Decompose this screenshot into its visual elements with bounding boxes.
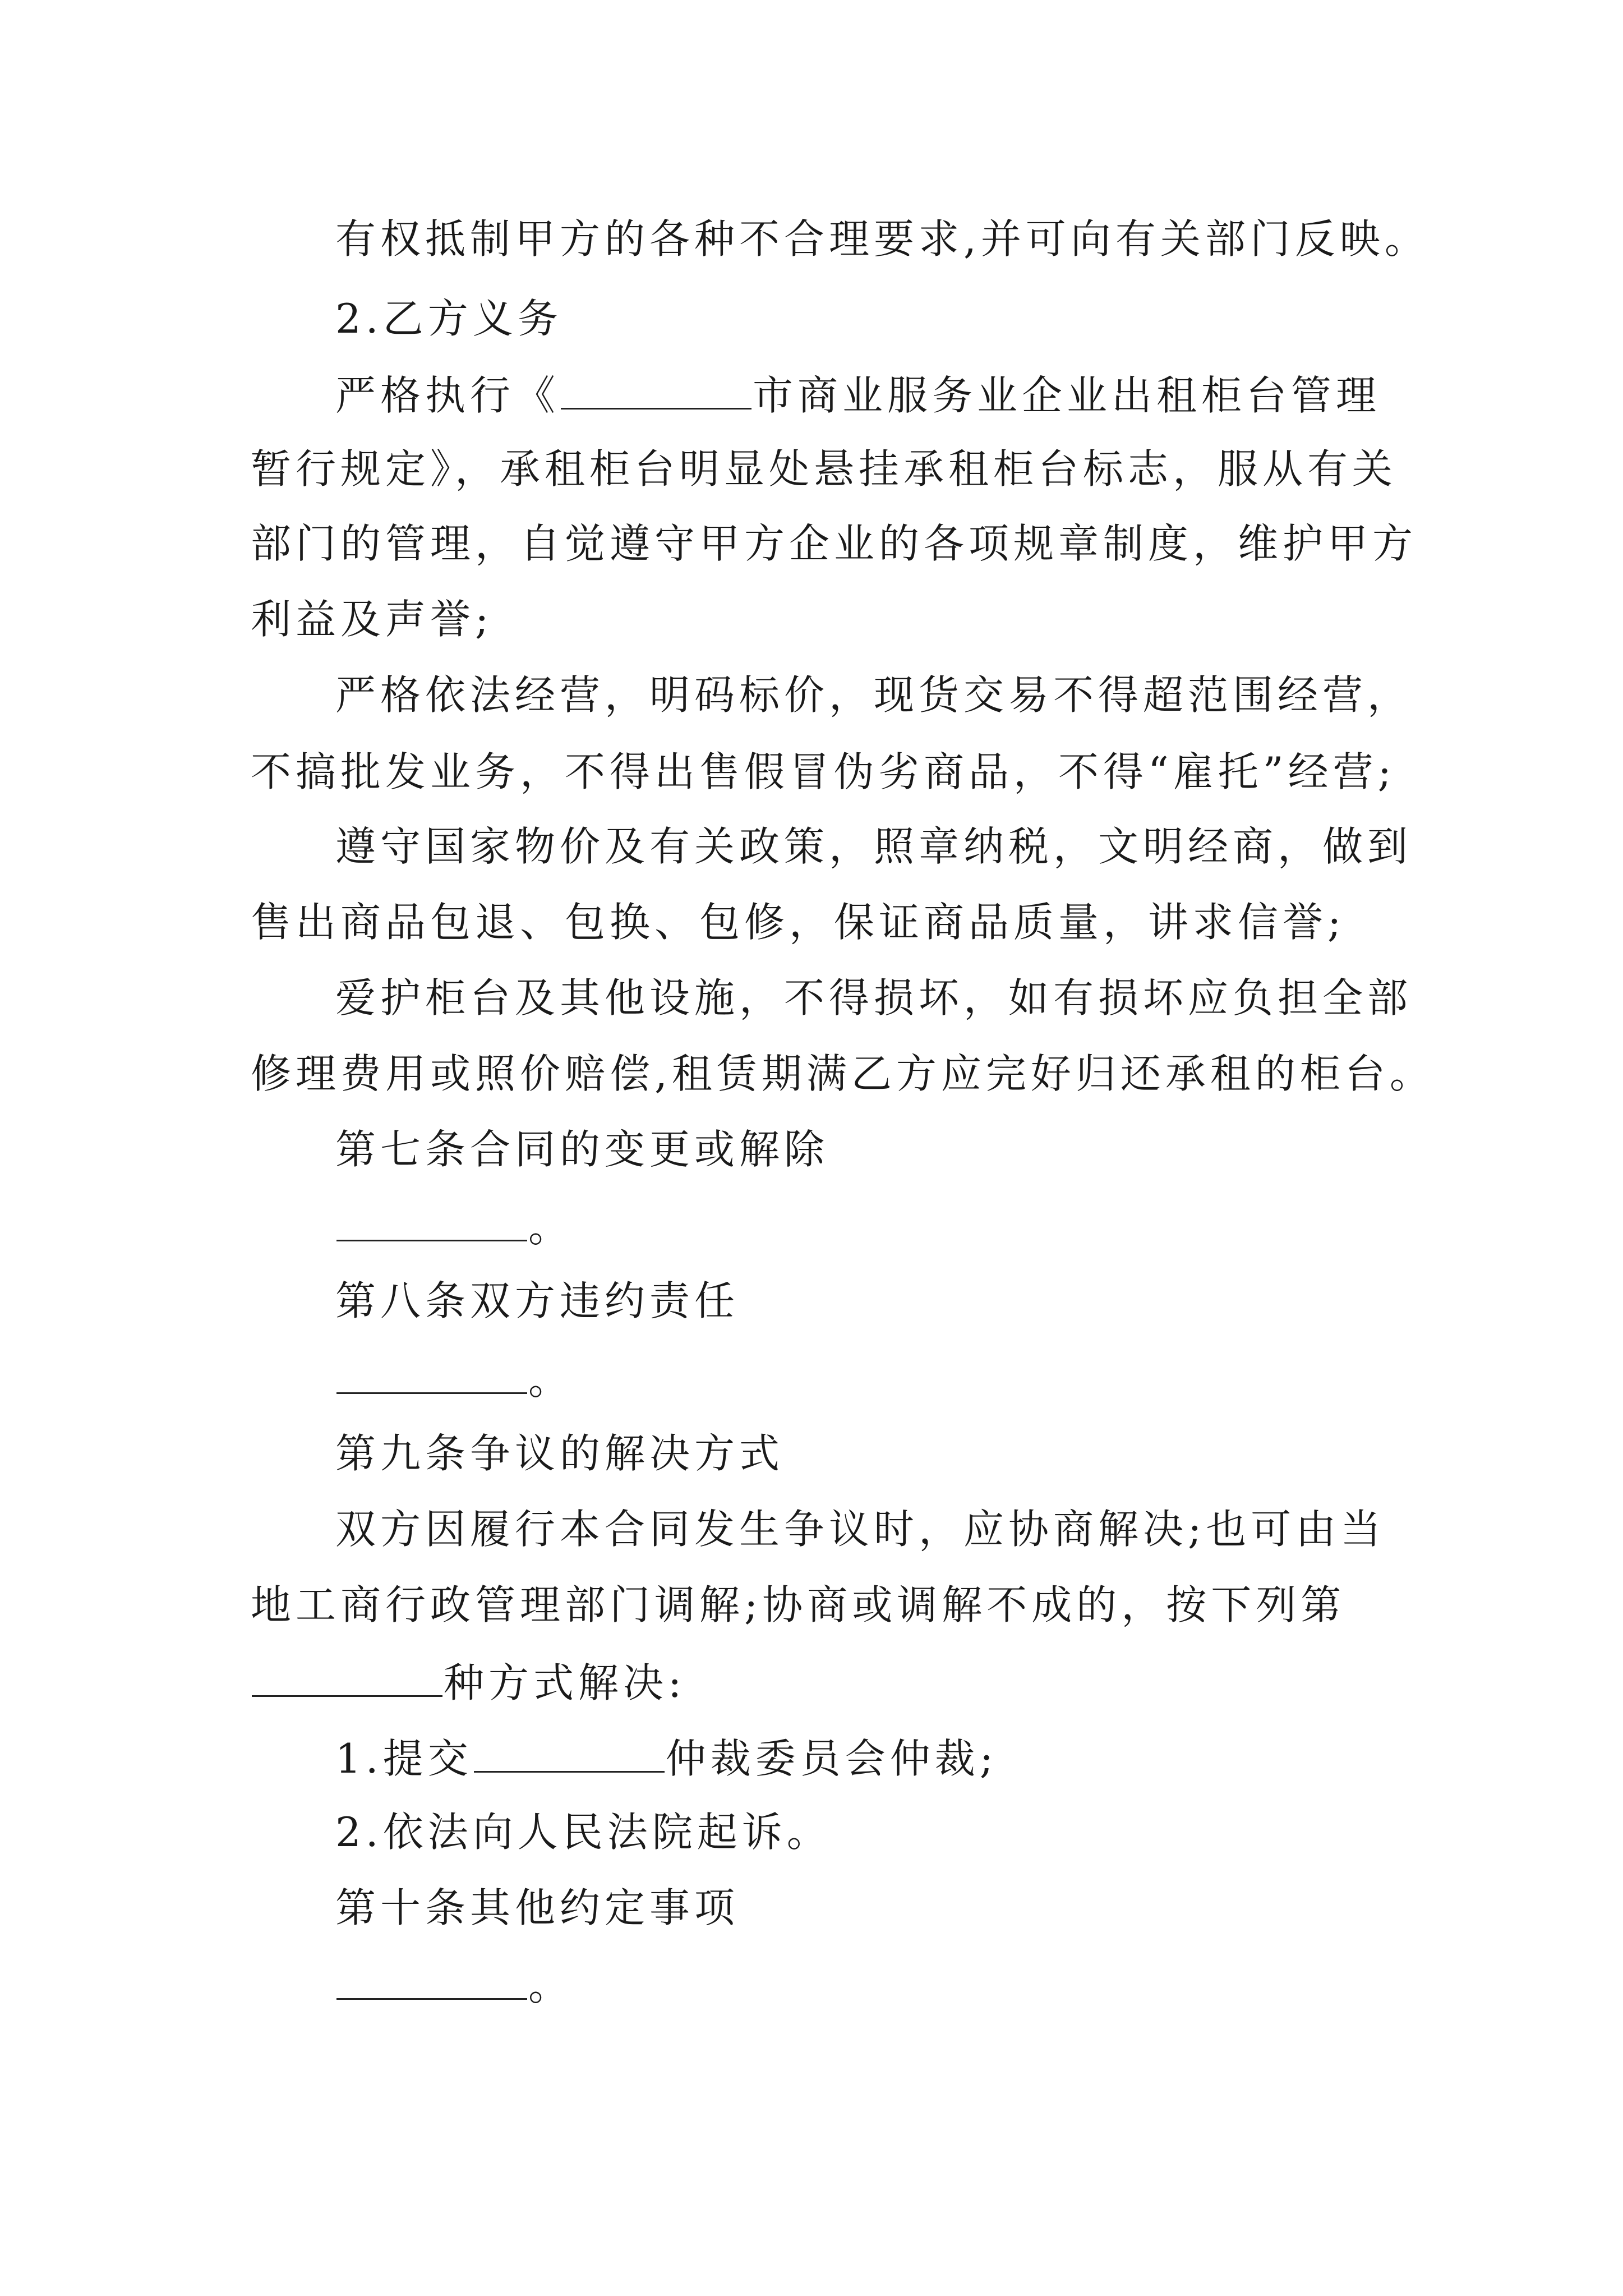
paragraph-line: 。 — [335, 1358, 573, 1400]
paragraph-line: 地工商行政管理部门调解;协商或调解不成的，按下列第 — [251, 1581, 1346, 1628]
fill-in-blank[interactable] — [252, 1660, 442, 1697]
article-heading: 第九条争议的解决方式 — [335, 1430, 785, 1477]
paragraph-line: 。 — [335, 1963, 573, 2006]
paragraph-line: 部门的管理，自觉遵守甲方企业的各项规章制度，维护甲方 — [251, 520, 1418, 567]
fill-in-blank[interactable] — [336, 1358, 527, 1394]
paragraph-line: 利益及声誉; — [251, 596, 494, 643]
section-heading: 2.乙方义务 — [335, 295, 562, 342]
article-heading: 第七条合同的变更或解除 — [335, 1126, 829, 1173]
fill-in-blank[interactable] — [474, 1736, 665, 1773]
paragraph-line: 售出商品包退、包换、包修，保证商品质量，讲求信誉; — [251, 899, 1346, 946]
paragraph-line: 有权抵制甲方的各种不合理要求,并可向有关部门反映。 — [335, 215, 1430, 263]
paragraph-line: 不搞批发业务，不得出售假冒伪劣商品，不得“雇托”经营; — [251, 748, 1396, 795]
paragraph-line: 种方式解决: — [251, 1660, 686, 1703]
paragraph-line: 。 — [335, 1205, 573, 1248]
fill-in-blank[interactable] — [336, 1963, 527, 2000]
paragraph-line: 爱护柜台及其他设施，不得损坏，如有损坏应负担全部 — [335, 974, 1413, 1022]
list-item: 1.提交 仲裁委员会仲裁; — [335, 1735, 998, 1782]
paragraph-line: 严格执行《 市商业服务业企业出租柜台管理 — [335, 372, 1381, 419]
list-item: 2.依法向人民法院起诉。 — [335, 1809, 832, 1856]
article-heading: 第十条其他约定事项 — [335, 1884, 740, 1931]
paragraph-line: 严格依法经营，明码标价，现货交易不得超范围经营， — [335, 671, 1413, 719]
paragraph-line: 暂行规定》，承租柜台明显处悬挂承租柜台标志，服从有关 — [251, 445, 1398, 493]
article-heading: 第八条双方违约责任 — [335, 1277, 740, 1324]
paragraph-line: 双方因履行本合同发生争议时，应协商解决;也可由当 — [335, 1506, 1386, 1553]
fill-in-blank[interactable] — [561, 373, 751, 409]
paragraph-line: 修理费用或照价赔偿,租赁期满乙方应完好归还承租的柜台。 — [251, 1050, 1435, 1097]
paragraph-line: 遵守国家物价及有关政策，照章纳税，文明经商，做到 — [335, 823, 1413, 870]
fill-in-blank[interactable] — [336, 1205, 527, 1241]
